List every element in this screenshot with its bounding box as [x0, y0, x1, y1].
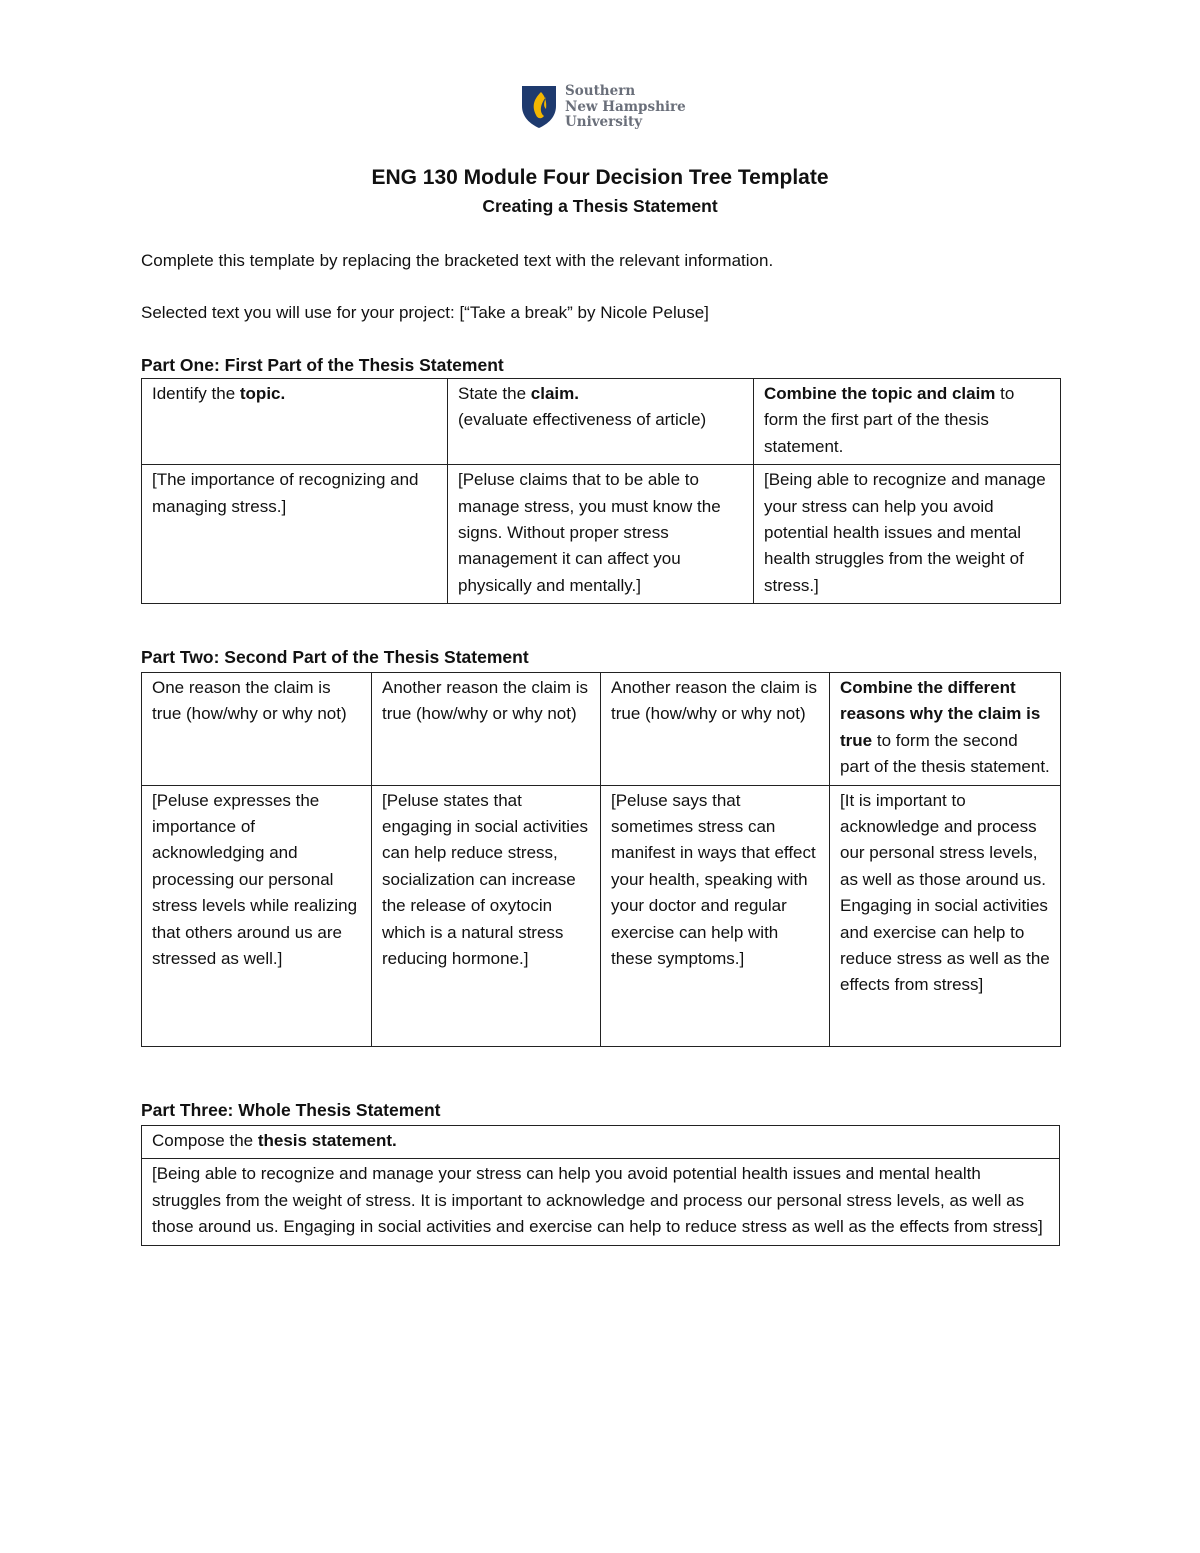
- logo-line-3: University: [565, 114, 643, 130]
- part-one-answer-row: [142, 465, 1061, 604]
- instructions-text: Complete this template by replacing the bracketed text with the relevant information.: [141, 251, 774, 270]
- part-one-header-row: [142, 379, 1061, 465]
- reason-1-answer-cell: [Peluse expresses the importance of acknowledging and processing our personal stress levels while realizing that others around us are stressed as well.]: [142, 785, 372, 1046]
- combined-answer-cell: [Being able to recognize and manage your stress can help you avoid potential health issues and mental health struggles from the weight of stress.]: [754, 465, 1061, 604]
- part-two-header-row: [142, 673, 1061, 786]
- combine-header-cell: Combine the topic and claim to form the first part of the thesis statement.: [754, 379, 1061, 465]
- reason-3-answer-cell: [Peluse says that sometimes stress can manifest in ways that effect your health, speaking with your doctor and regular exercise can help with these symptoms.]: [601, 785, 830, 1046]
- part-three-header-row: [142, 1126, 1060, 1159]
- document-subtitle: Creating a Thesis Statement: [482, 196, 718, 216]
- claim-answer-cell: [Peluse claims that to be able to manage stress, you must know the signs. Without proper stress management it can affect you physically and mentally.]: [448, 465, 754, 604]
- reason-1-header-cell: One reason the claim is true (how/why or why not): [142, 673, 372, 786]
- part-two-heading: Part Two: Second Part of the Thesis Statement: [141, 647, 529, 667]
- part-three-heading: Part Three: Whole Thesis Statement: [141, 1100, 441, 1120]
- university-shield-flame-icon: [520, 84, 558, 130]
- reason-2-header-cell: Another reason the claim is true (how/why or why not): [372, 673, 601, 786]
- logo-wordmark: [565, 84, 686, 131]
- thesis-answer-cell: [Being able to recognize and manage your stress can help you avoid potential health issues and mental health struggles from the weight of stress. It is important to acknowledge and process our personal stress levels, as well as those around us. Engaging in social activities and exercise can help to reduce stress as well as the effects from stress]: [142, 1159, 1060, 1245]
- reason-2-answer-cell: [Peluse states that engaging in social activities can help reduce stress, socialization can increase the release of oxytocin which is a natural stress reducing hormone.]: [372, 785, 601, 1046]
- topic-answer-cell: [The importance of recognizing and managing stress.]: [142, 465, 448, 604]
- selected-text-value: [“Take a break” by Nicole Peluse]: [459, 303, 709, 322]
- thesis-header-cell: Compose the thesis statement.: [142, 1126, 1060, 1159]
- claim-header-cell: State the claim. (evaluate effectiveness of article): [448, 379, 754, 465]
- logo-line-1: Southern: [565, 83, 636, 99]
- part-one-table: [141, 378, 1061, 604]
- topic-header-cell: Identify the topic.: [142, 379, 448, 465]
- reason-3-header-cell: Another reason the claim is true (how/why or why not): [601, 673, 830, 786]
- logo-line-2: New Hampshire: [565, 98, 686, 115]
- combine-reasons-header-cell: Combine the different reasons why the claim is true to form the second part of the thesis statement.: [830, 673, 1061, 786]
- selected-text-line: [141, 303, 709, 323]
- part-two-answer-row: [142, 785, 1061, 1046]
- part-one-heading: Part One: First Part of the Thesis Statement: [141, 355, 504, 375]
- part-three-answer-row: [142, 1159, 1060, 1245]
- selected-text-label: Selected text you will use for your project:: [141, 303, 455, 322]
- part-three-table: [141, 1125, 1060, 1246]
- part-two-table: [141, 672, 1061, 1047]
- document-title: ENG 130 Module Four Decision Tree Template: [371, 166, 829, 189]
- combined-reasons-answer-cell: [It is important to acknowledge and process our personal stress levels, as well as those around us. Engaging in social activities and exercise can help to reduce stress as well as the effects from stress]: [830, 785, 1061, 1046]
- university-logo: [520, 84, 686, 131]
